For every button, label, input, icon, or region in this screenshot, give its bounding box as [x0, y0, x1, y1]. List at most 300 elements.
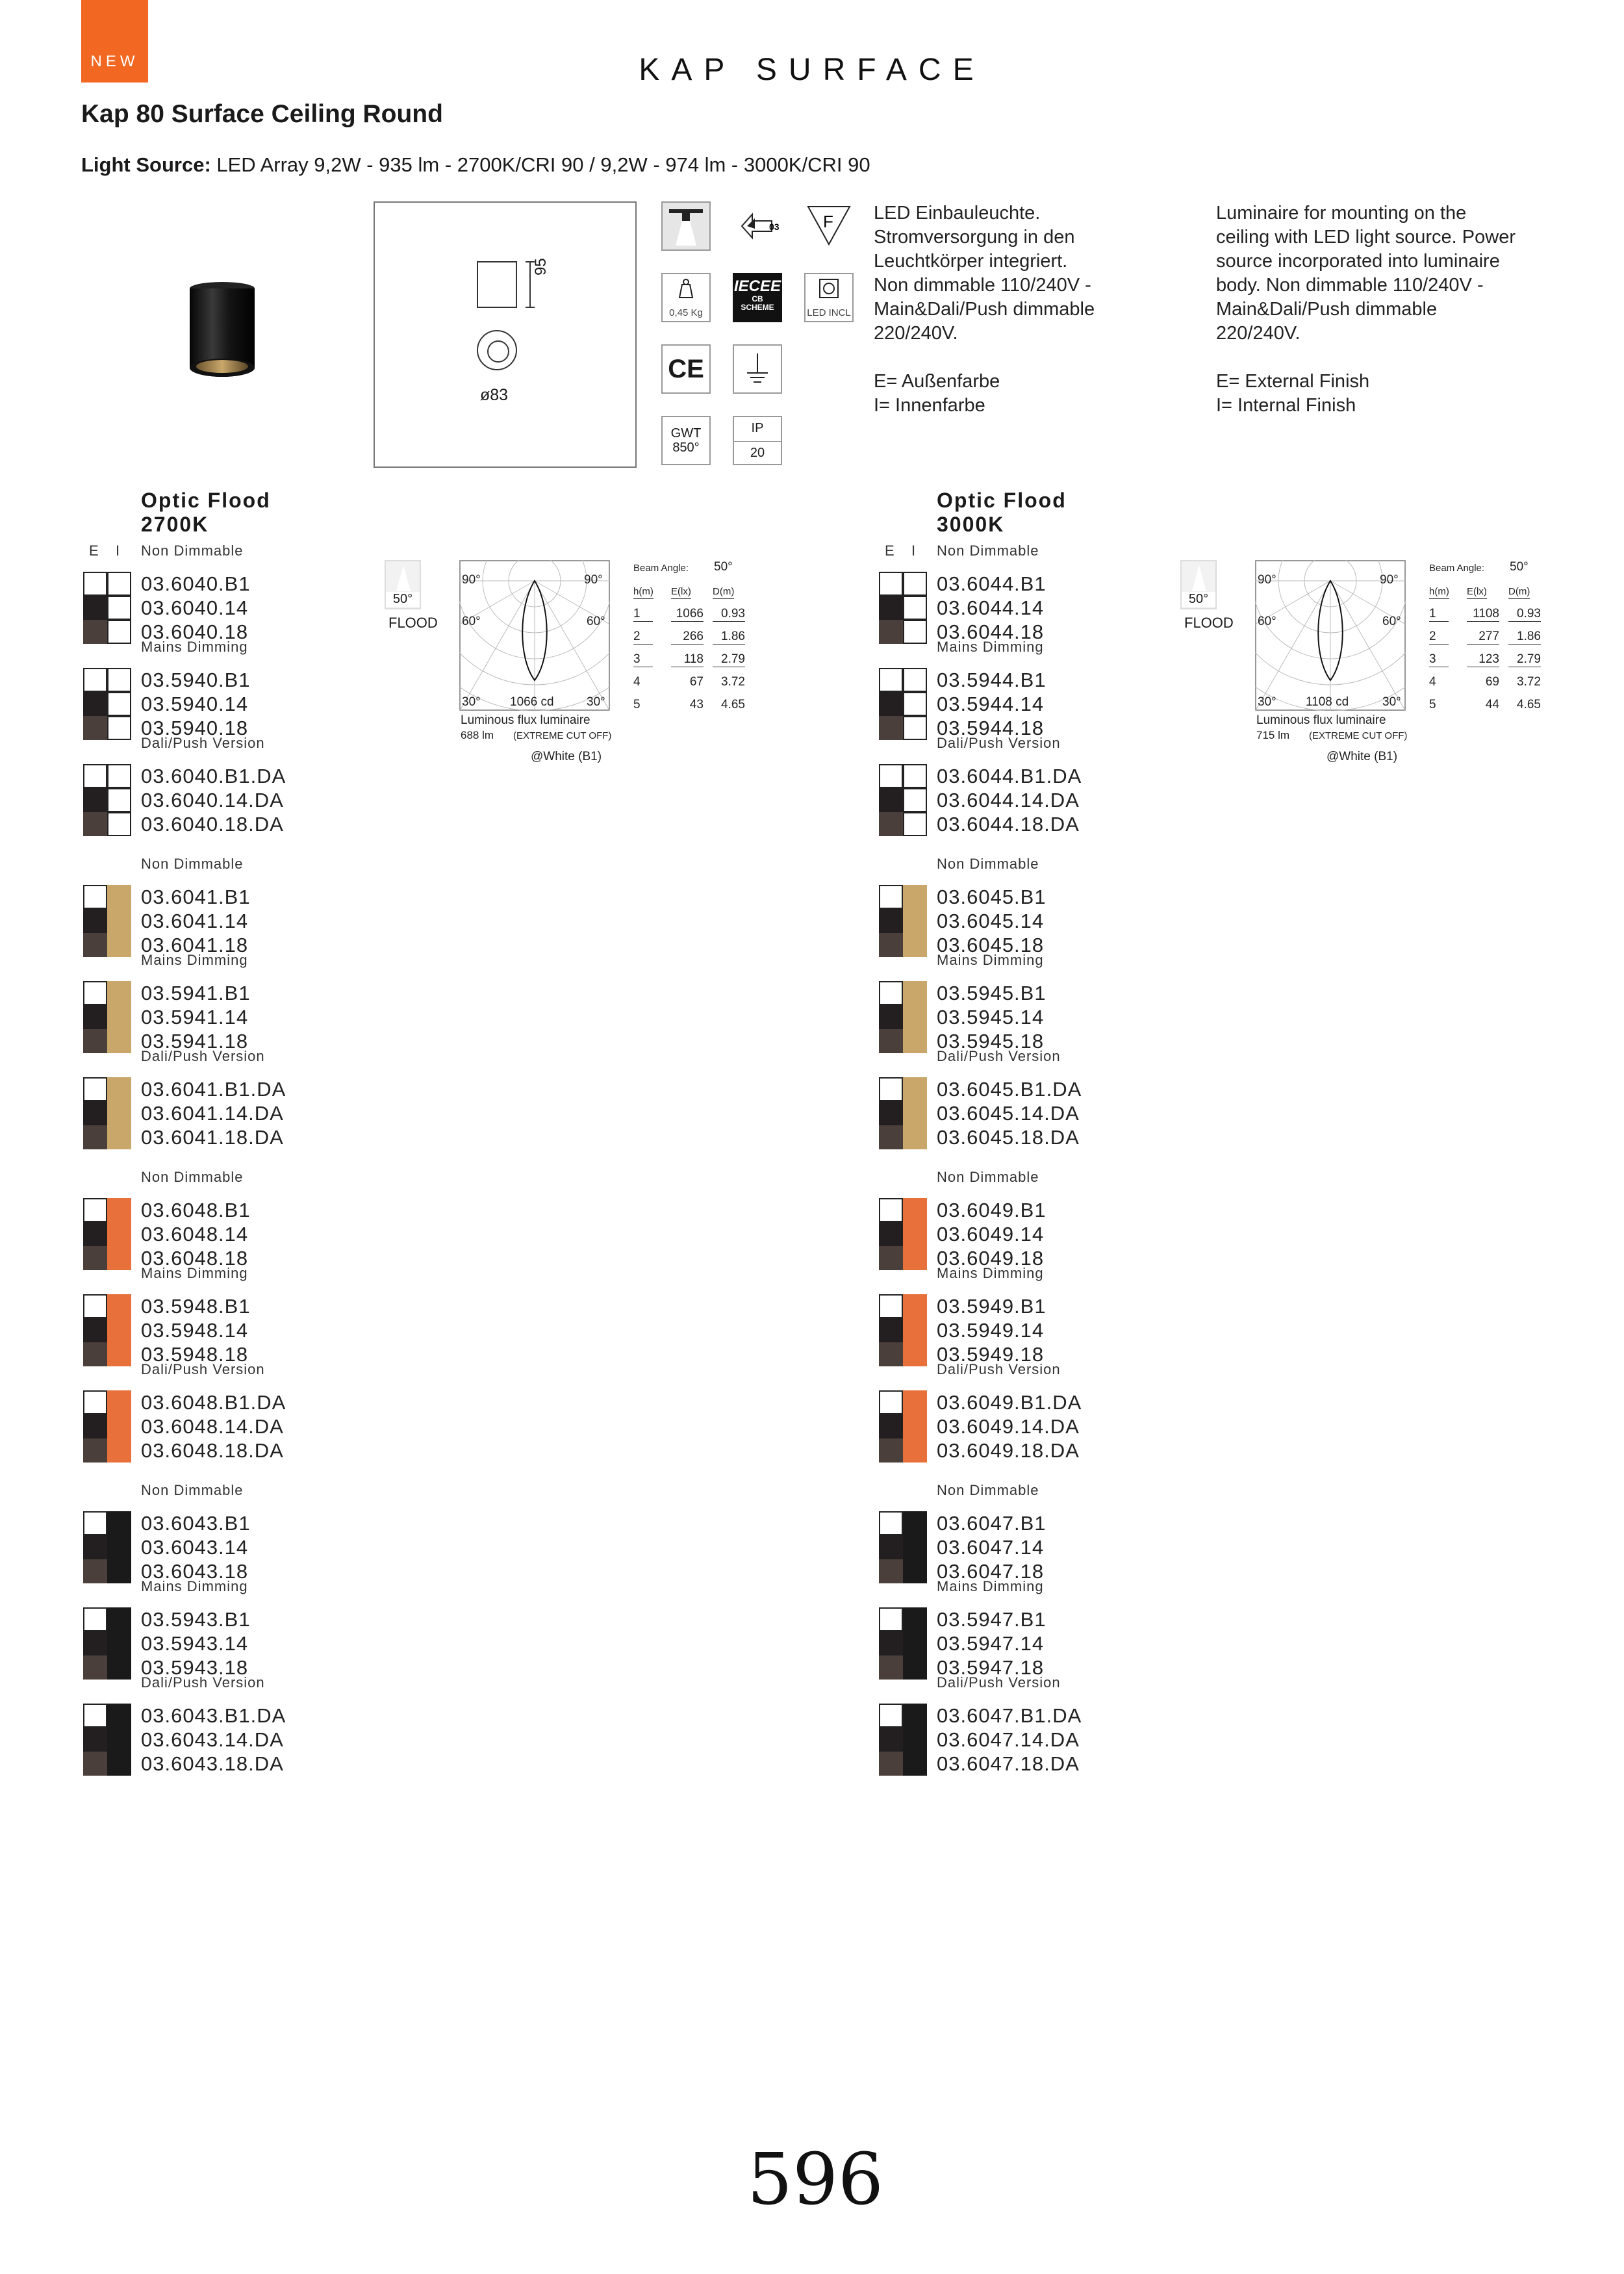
diameter-dimension: ø83 — [480, 386, 509, 404]
product-code: 03.5945.B1 — [937, 982, 1047, 1004]
beam-table-cell: 266 — [671, 630, 704, 645]
iecee-cb-text: CB — [752, 294, 763, 303]
beam-table-header: D(m) — [1508, 586, 1530, 599]
iecee-cb-icon — [733, 273, 782, 322]
exterior-finish-swatch — [879, 1077, 903, 1101]
product-code: 03.6047.18.DA — [937, 1752, 1080, 1775]
exterior-finish-swatch — [879, 1655, 903, 1680]
product-code: 03.6047.14 — [937, 1536, 1045, 1559]
interior-finish-swatch — [903, 981, 927, 1005]
product-code: 03.5949.18 — [937, 1343, 1045, 1366]
interior-finish-swatch — [107, 981, 131, 1005]
product-code: 03.6041.B1 — [141, 886, 251, 908]
interior-finish-swatch — [107, 1511, 131, 1535]
exterior-finish-swatch — [879, 1101, 903, 1125]
beam-table-cell: 1.86 — [713, 630, 745, 645]
product-code: 03.5945.18 — [937, 1030, 1045, 1053]
optic-name: Optic Flood — [141, 489, 271, 512]
weight-icon — [661, 273, 711, 322]
f-mark-label: F — [823, 212, 833, 231]
beam-table-header: h(m) — [633, 586, 653, 599]
gwt-value: 850° — [672, 441, 700, 455]
exterior-finish-swatch — [879, 692, 903, 716]
product-code: 03.6048.18 — [141, 1247, 249, 1270]
ip-rating-icon — [733, 416, 782, 465]
product-code: 03.5944.18 — [937, 717, 1045, 739]
dimming-category-label: Mains Dimming — [937, 952, 1044, 968]
product-code: 03.6045.18.DA — [937, 1126, 1080, 1149]
exterior-finish-swatch — [83, 981, 107, 1005]
beam-table-cell: 4.65 — [721, 698, 745, 711]
product-code: 03.6049.14 — [937, 1223, 1045, 1246]
interior-finish-swatch — [903, 1631, 927, 1655]
exterior-finish-swatch — [83, 1511, 107, 1535]
exterior-finish-swatch — [879, 1246, 903, 1270]
interior-finish-swatch — [903, 1077, 927, 1101]
product-code: 03.5948.18 — [141, 1343, 249, 1366]
exterior-finish-swatch — [83, 1535, 107, 1559]
light-source-value: LED Array 9,2W - 935 lm - 2700K/CRI 90 / 9,2W - 974 lm - 3000K/CRI 90 — [210, 153, 870, 176]
interior-finish-swatch — [903, 812, 927, 836]
luminous-flux-label: Luminous flux luminaire — [1256, 713, 1386, 727]
interior-finish-swatch — [903, 788, 927, 812]
series-title: KAP SURFACE — [639, 53, 985, 87]
exterior-finish-swatch — [83, 933, 107, 957]
interior-finish-swatch — [903, 1655, 927, 1680]
exterior-finish-swatch — [83, 1438, 107, 1463]
product-code: 03.6045.B1 — [937, 886, 1047, 908]
exterior-finish-swatch — [879, 1198, 903, 1222]
light-source-label: Light Source: — [81, 153, 211, 176]
exterior-finish-swatch — [879, 1752, 903, 1776]
description-german: LED Einbauleuchte. Stromversorgung in den Leuchtkörper integriert. Non dimmable 110/240V - Main&Dali/Push dimmable 220/240V. E= Außenfarbe I= Innenfarbe — [874, 203, 1095, 416]
exterior-finish-swatch — [83, 1390, 107, 1414]
product-code: 03.6043.B1.DA — [141, 1704, 286, 1727]
product-code: 03.6043.14 — [141, 1536, 249, 1559]
polar-diagram — [1255, 560, 1406, 711]
exterior-finish-swatch — [879, 1438, 903, 1463]
beam-table-cell: 1066 — [671, 607, 704, 622]
product-code: 03.6048.B1 — [141, 1199, 251, 1221]
interior-finish-swatch — [107, 1101, 131, 1125]
polar-label-a30l: 30° — [462, 695, 481, 709]
interior-finish-swatch — [903, 1607, 927, 1631]
exterior-finish-swatch — [879, 788, 903, 812]
optic-name: Optic Flood — [937, 489, 1067, 512]
finish-note: @White (B1) — [1326, 750, 1398, 763]
exterior-finish-swatch — [83, 596, 107, 620]
interior-finish-swatch — [107, 788, 131, 812]
beam-table-cell: 2.79 — [713, 652, 745, 667]
product-code: 03.5944.14 — [937, 693, 1045, 715]
product-code: 03.5943.B1 — [141, 1608, 251, 1631]
interior-finish-swatch — [107, 909, 131, 933]
product-code: 03.5947.18 — [937, 1656, 1045, 1679]
product-code: 03.6040.B1 — [141, 572, 251, 595]
exterior-finish-swatch — [83, 1077, 107, 1101]
product-code: 03.6044.18.DA — [937, 813, 1080, 836]
product-code: 03.5940.B1 — [141, 669, 251, 691]
interior-finish-swatch — [107, 1438, 131, 1463]
product-code: 03.6041.B1.DA — [141, 1078, 286, 1101]
product-code: 03.6040.18.DA — [141, 813, 284, 836]
ce-mark-icon — [661, 344, 711, 394]
product-code: 03.5941.B1 — [141, 982, 251, 1004]
exterior-finish-swatch — [879, 1704, 903, 1728]
product-code: 03.6048.B1.DA — [141, 1391, 286, 1414]
product-code: 03.6045.18 — [937, 934, 1045, 956]
product-code: 03.5944.B1 — [937, 669, 1047, 691]
interior-finish-swatch — [903, 1318, 927, 1342]
beam-table-cell: 4 — [1429, 675, 1436, 689]
exterior-finish-swatch — [83, 1728, 107, 1752]
beam-table-cell: 1 — [633, 607, 653, 622]
polar-label-a90l: 90° — [462, 573, 481, 587]
product-code: 03.6041.14.DA — [141, 1102, 284, 1125]
beam-angle-label: Beam Angle: — [633, 563, 689, 574]
product-code: 03.6043.B1 — [141, 1512, 251, 1535]
interior-finish-swatch — [903, 572, 927, 596]
exterior-finish-swatch — [83, 1198, 107, 1222]
interior-finish-swatch — [107, 692, 131, 716]
product-code: 03.6041.18.DA — [141, 1126, 284, 1149]
interior-finish-swatch — [903, 1198, 927, 1222]
luminous-flux-label: Luminous flux luminaire — [461, 713, 590, 727]
product-code: 03.6047.B1.DA — [937, 1704, 1082, 1727]
interior-finish-swatch — [107, 764, 131, 788]
polar-label-a30r: 30° — [587, 695, 605, 709]
polar-label-a60l: 60° — [1258, 615, 1276, 628]
product-code: 03.5947.14 — [937, 1632, 1045, 1655]
dimming-category-label: Dali/Push Version — [141, 1361, 265, 1377]
exterior-finish-swatch — [879, 620, 903, 644]
beam-table-cell: 4.65 — [1517, 698, 1541, 711]
product-code: 03.6043.18 — [141, 1560, 249, 1583]
exterior-finish-swatch — [879, 1390, 903, 1414]
product-code: 03.6047.18 — [937, 1560, 1045, 1583]
product-code: 03.6040.18 — [141, 620, 249, 643]
exterior-finish-swatch — [83, 716, 107, 740]
interior-finish-swatch — [107, 885, 131, 909]
beam-table-cell: 3.72 — [721, 675, 745, 689]
ce-mark-label: CE — [668, 355, 704, 383]
product-code: 03.6043.14.DA — [141, 1728, 284, 1751]
beam-table-cell: 0.93 — [1508, 607, 1541, 622]
product-code: 03.5941.14 — [141, 1006, 249, 1028]
dimming-category-label: Dali/Push Version — [937, 735, 1061, 751]
interior-finish-swatch — [903, 1101, 927, 1125]
interior-finish-swatch — [107, 1222, 131, 1246]
interior-finish-swatch — [107, 1390, 131, 1414]
exterior-finish-swatch — [879, 1222, 903, 1246]
dimming-category-label: Dali/Push Version — [937, 1048, 1061, 1064]
interior-finish-swatch — [107, 1607, 131, 1631]
interior-finish-swatch — [107, 1029, 131, 1053]
exterior-finish-swatch — [879, 1005, 903, 1029]
product-code: 03.6044.B1.DA — [937, 765, 1082, 787]
new-badge-label: NEW — [90, 53, 139, 70]
new-badge — [81, 0, 148, 83]
interior-finish-swatch — [107, 1077, 131, 1101]
dimming-category-label: Non Dimmable — [141, 1169, 244, 1185]
product-code: 03.5940.14 — [141, 693, 249, 715]
product-code: 03.6041.14 — [141, 910, 249, 932]
beam-table-cell: 67 — [689, 675, 704, 689]
product-code: 03.6049.B1.DA — [937, 1391, 1082, 1414]
product-code: 03.5943.14 — [141, 1632, 249, 1655]
interior-finish-swatch — [107, 620, 131, 644]
product-code: 03.5945.14 — [937, 1006, 1045, 1028]
product-code: 03.5949.14 — [937, 1319, 1045, 1342]
product-code: 03.6049.18.DA — [937, 1439, 1080, 1462]
optic-heading — [937, 489, 1067, 537]
beam-angle-value: 50° — [1510, 560, 1529, 574]
exterior-finish-swatch — [879, 1342, 903, 1366]
exterior-finish-swatch — [83, 1607, 107, 1631]
cutoff-note: (EXTREME CUT OFF) — [513, 730, 612, 741]
exterior-finish-swatch — [83, 764, 107, 788]
exterior-finish-swatch — [83, 1414, 107, 1438]
dimming-category-label: Dali/Push Version — [937, 1674, 1061, 1691]
interior-finish-swatch — [903, 1511, 927, 1535]
height-dimension: 95 — [532, 258, 550, 275]
polar-label-a60r: 60° — [1382, 615, 1401, 628]
exterior-finish-swatch — [879, 1535, 903, 1559]
interior-finish-swatch — [903, 1559, 927, 1583]
interior-finish-swatch — [107, 1535, 131, 1559]
interior-finish-swatch — [903, 1005, 927, 1029]
interior-finish-swatch — [107, 1005, 131, 1029]
cutoff-note: (EXTREME CUT OFF) — [1309, 730, 1408, 741]
energy-class-value: 03 — [769, 222, 780, 232]
dimming-category-label: Non Dimmable — [937, 543, 1039, 559]
dimming-category-label: Non Dimmable — [937, 856, 1039, 872]
interior-finish-swatch — [903, 909, 927, 933]
flood-angle: 50° — [1182, 592, 1215, 607]
top-view-outline — [477, 330, 517, 370]
polar-label-a30r: 30° — [1382, 695, 1401, 709]
dimming-category-label: Mains Dimming — [937, 1578, 1044, 1594]
exterior-finish-header: E — [89, 543, 99, 559]
product-code: 03.6048.18.DA — [141, 1439, 284, 1462]
beam-table-cell: 69 — [1485, 675, 1499, 689]
exterior-finish-swatch — [83, 1246, 107, 1270]
exterior-finish-swatch — [879, 1607, 903, 1631]
ceiling-mount-icon — [661, 201, 711, 251]
product-code: 03.6045.B1.DA — [937, 1078, 1082, 1101]
product-code: 03.5940.18 — [141, 717, 249, 739]
product-code: 03.5948.14 — [141, 1319, 249, 1342]
exterior-finish-swatch — [83, 1342, 107, 1366]
interior-finish-swatch — [903, 1342, 927, 1366]
exterior-finish-swatch — [83, 668, 107, 692]
interior-finish-swatch — [107, 1318, 131, 1342]
exterior-finish-header: E — [885, 543, 894, 559]
interior-finish-swatch — [107, 596, 131, 620]
beam-table-cell: 2 — [1429, 630, 1449, 645]
description-english: Luminaire for mounting on the ceiling with LED light source. Power source incorporated into luminaire body. Non dimmable 110/240V - Main&Dali/Push dimmable 220/240V. E= External Finish I= Internal Finish — [1216, 203, 1516, 416]
beam-table-cell: 3 — [1429, 652, 1449, 667]
exterior-finish-swatch — [879, 1559, 903, 1583]
product-code: 03.6044.18 — [937, 620, 1045, 643]
earth-ground-icon — [733, 344, 782, 394]
finish-note: @White (B1) — [531, 750, 602, 763]
dimming-category-label: Non Dimmable — [937, 1482, 1039, 1498]
beam-table-cell: 3.72 — [1517, 675, 1541, 689]
interior-finish-swatch — [903, 1390, 927, 1414]
beam-table-header: E(lx) — [1467, 586, 1487, 599]
iecee-scheme-text: SCHEME — [741, 303, 774, 312]
dimming-category-label: Dali/Push Version — [937, 1361, 1061, 1377]
luminous-flux-value: 688 lm — [461, 729, 494, 741]
exterior-finish-swatch — [879, 909, 903, 933]
exterior-finish-swatch — [879, 981, 903, 1005]
polar-label-a60l: 60° — [462, 615, 481, 628]
exterior-finish-swatch — [879, 885, 903, 909]
exterior-finish-swatch — [83, 1559, 107, 1583]
beam-angle-value: 50° — [714, 560, 733, 574]
polar-label-a60r: 60° — [587, 615, 605, 628]
product-code: 03.5949.B1 — [937, 1295, 1047, 1318]
beam-table-cell: 277 — [1467, 630, 1499, 645]
interior-finish-swatch — [107, 1246, 131, 1270]
interior-finish-swatch — [903, 1029, 927, 1053]
exterior-finish-swatch — [83, 1125, 107, 1149]
dimming-category-label: Non Dimmable — [141, 856, 244, 872]
interior-finish-swatch — [107, 1655, 131, 1680]
interior-finish-swatch — [107, 1414, 131, 1438]
exterior-finish-swatch — [83, 692, 107, 716]
dimming-category-label: Mains Dimming — [937, 1265, 1044, 1281]
product-code: 03.5943.18 — [141, 1656, 249, 1679]
interior-finish-swatch — [903, 1704, 927, 1728]
iecee-text: IECEE — [733, 277, 781, 295]
interior-finish-swatch — [107, 572, 131, 596]
product-code: 03.6040.14.DA — [141, 789, 284, 811]
light-source — [81, 153, 870, 177]
exterior-finish-swatch — [879, 764, 903, 788]
dimming-category-label: Mains Dimming — [141, 1578, 248, 1594]
dimming-category-label: Mains Dimming — [937, 639, 1044, 655]
exterior-finish-swatch — [83, 1005, 107, 1029]
exterior-finish-swatch — [83, 1101, 107, 1125]
interior-finish-header: I — [116, 543, 120, 559]
product-code: 03.6049.14.DA — [937, 1415, 1080, 1438]
beam-table-cell: 43 — [689, 698, 704, 711]
exterior-finish-swatch — [83, 572, 107, 596]
exterior-finish-swatch — [879, 1631, 903, 1655]
dimming-category-label: Mains Dimming — [141, 952, 248, 968]
interior-finish-swatch — [903, 1222, 927, 1246]
exterior-finish-swatch — [879, 1318, 903, 1342]
beam-cone-shape — [396, 565, 411, 591]
interior-finish-swatch — [107, 1559, 131, 1583]
dimension-drawing — [374, 201, 637, 468]
product-code: 03.5948.B1 — [141, 1295, 251, 1318]
flood-label: FLOOD — [1184, 615, 1234, 631]
exterior-finish-swatch — [879, 1414, 903, 1438]
dimming-category-label: Non Dimmable — [937, 1169, 1039, 1185]
exterior-finish-swatch — [879, 933, 903, 957]
product-code: 03.6048.14.DA — [141, 1415, 284, 1438]
beam-table-header: E(lx) — [671, 586, 691, 599]
flood-optic-icon — [385, 560, 421, 609]
exterior-finish-swatch — [83, 1704, 107, 1728]
exterior-finish-swatch — [83, 788, 107, 812]
interior-finish-swatch — [107, 1294, 131, 1318]
beam-table-header: h(m) — [1429, 586, 1449, 599]
exterior-finish-swatch — [879, 812, 903, 836]
beam-table-cell: 118 — [671, 652, 704, 667]
beam-table-header: D(m) — [713, 586, 734, 599]
exterior-finish-swatch — [879, 1728, 903, 1752]
beam-table-cell: 123 — [1467, 652, 1499, 667]
product-code: 03.6047.14.DA — [937, 1728, 1080, 1751]
interior-finish-swatch — [107, 1198, 131, 1222]
energy-class-icon — [733, 201, 782, 251]
product-code: 03.6047.B1 — [937, 1512, 1047, 1535]
dimming-category-label: Dali/Push Version — [141, 1048, 265, 1064]
dimming-category-label: Non Dimmable — [141, 1482, 244, 1498]
interior-finish-swatch — [107, 716, 131, 740]
product-code: 03.6044.14.DA — [937, 789, 1080, 811]
interior-finish-swatch — [903, 1294, 927, 1318]
interior-finish-swatch — [107, 1728, 131, 1752]
optic-cct: 3000K — [937, 513, 1005, 536]
product-title: Kap 80 Surface Ceiling Round — [81, 100, 443, 128]
interior-finish-swatch — [903, 933, 927, 957]
interior-finish-swatch — [903, 668, 927, 692]
f-mark-icon — [804, 201, 854, 251]
interior-finish-swatch — [903, 764, 927, 788]
interior-finish-header: I — [911, 543, 916, 559]
interior-finish-swatch — [903, 1246, 927, 1270]
product-code: 03.6041.18 — [141, 934, 249, 956]
ip-divider — [734, 441, 781, 442]
interior-finish-swatch — [903, 1728, 927, 1752]
interior-finish-swatch — [903, 596, 927, 620]
flood-angle: 50° — [386, 592, 420, 607]
exterior-finish-swatch — [83, 1029, 107, 1053]
interior-finish-swatch — [107, 812, 131, 836]
exterior-finish-swatch — [879, 716, 903, 740]
dimming-category-label: Dali/Push Version — [141, 735, 265, 751]
interior-finish-swatch — [903, 885, 927, 909]
product-code: 03.6048.14 — [141, 1223, 249, 1246]
interior-finish-swatch — [107, 668, 131, 692]
ip-value: 20 — [750, 446, 765, 460]
product-code: 03.6045.14.DA — [937, 1102, 1080, 1125]
polar-diagram — [459, 560, 610, 711]
product-code: 03.6044.B1 — [937, 572, 1047, 595]
product-code: 03.6049.B1 — [937, 1199, 1047, 1221]
page-number: 596 — [747, 2138, 883, 2221]
beam-cone-shape — [1192, 565, 1206, 591]
beam-table-cell: 1 — [1429, 607, 1449, 622]
interior-finish-swatch — [107, 1704, 131, 1728]
interior-finish-swatch — [903, 620, 927, 644]
optic-cct: 2700K — [141, 513, 209, 536]
exterior-finish-swatch — [83, 885, 107, 909]
gwt-label: GWT — [670, 426, 702, 441]
polar-label-a90l: 90° — [1258, 573, 1276, 587]
dimming-category-label: Dali/Push Version — [141, 1674, 265, 1691]
interior-finish-swatch — [107, 933, 131, 957]
dimming-category-label: Non Dimmable — [141, 543, 244, 559]
flood-label: FLOOD — [388, 615, 438, 631]
interior-finish-swatch — [107, 1125, 131, 1149]
beam-table-cell: 0.93 — [713, 607, 745, 622]
